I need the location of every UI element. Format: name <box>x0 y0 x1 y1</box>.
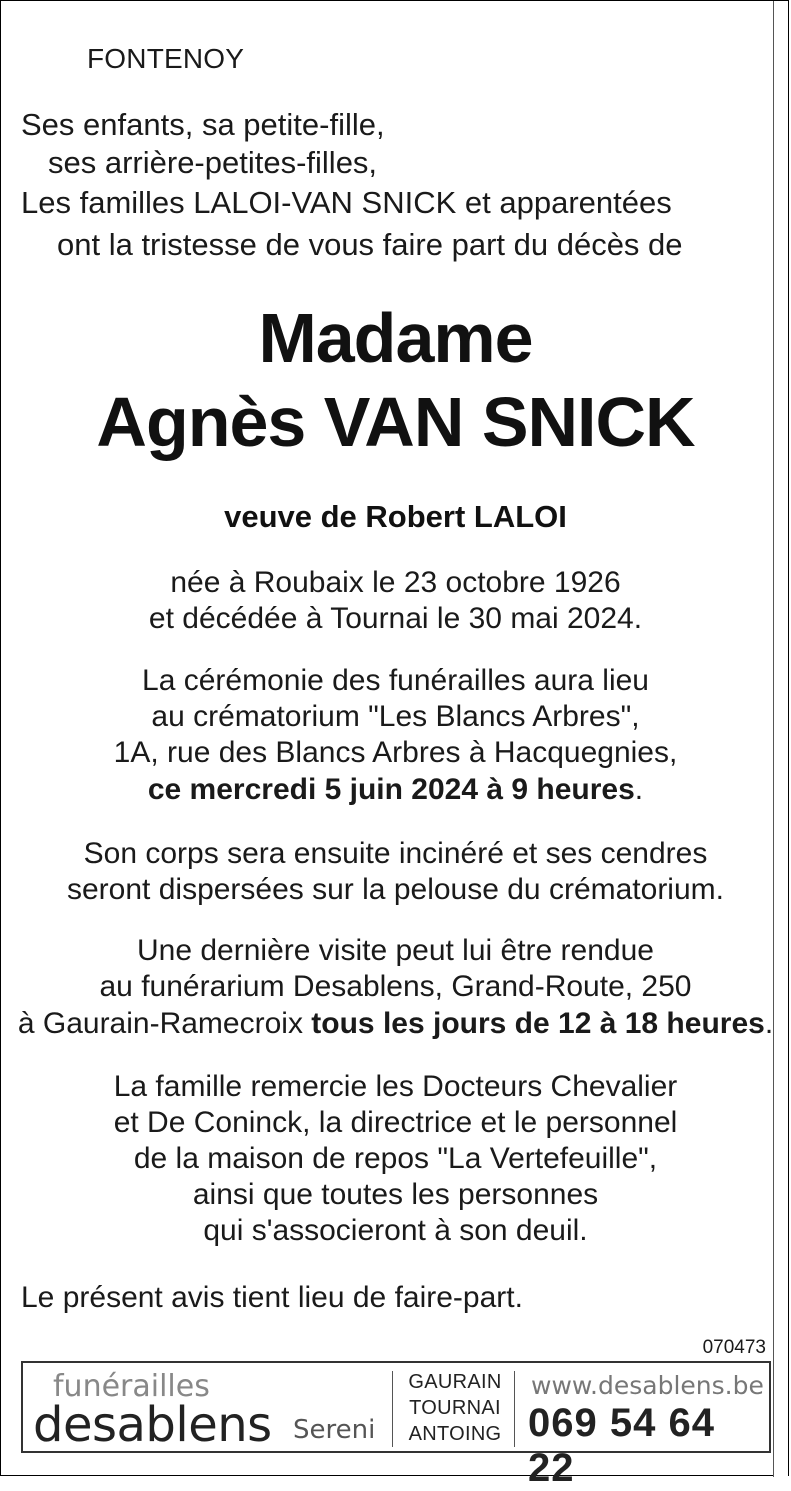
deceased-title: Madame <box>258 299 533 377</box>
visit-place: à Gaurain-Ramecroix <box>17 1007 312 1040</box>
birth-line: née à Roubaix le 23 octobre 1926 <box>170 566 621 599</box>
death-line: et décédée à Tournai le 30 mai 2024. <box>148 602 643 635</box>
visit-line-1: Une dernière visite peut lui être rendue <box>137 934 654 967</box>
phone-number[interactable]: 069 54 64 22 <box>528 1401 715 1490</box>
ceremony-date <box>1 772 790 808</box>
location-heading: FONTENOY <box>87 43 245 74</box>
town-antoing: ANTOING <box>408 1423 502 1445</box>
intro-line-1: Ses enfants, sa petite-fille, <box>21 107 385 142</box>
ceremony-line-3: 1A, rue des Blancs Arbres à Hacquegnies, <box>113 736 678 769</box>
intro-line-3: Les familles LALOI-VAN SNICK et apparentées <box>21 185 672 220</box>
ceremony-date-bold: ce mercredi 5 juin 2024 à 9 heures <box>147 773 635 806</box>
thanks-line-4: ainsi que toutes les personnes <box>192 1178 599 1211</box>
ceremony-line-2: au crématorium "Les Blancs Arbres", <box>151 700 640 733</box>
ceremony-line-1: La cérémonie des funérailles aura lieu <box>142 664 649 697</box>
reference-number: 070473 <box>702 1337 766 1358</box>
notice-text: Le présent avis tient lieu de faire-part. <box>21 1281 523 1314</box>
intro-line-2: ses arrière-petites-filles, <box>48 145 378 180</box>
deceased-name: Agnès VAN SNICK <box>96 383 695 461</box>
divider <box>392 1371 393 1447</box>
visit-hours: tous les jours de 12 à 18 heures <box>311 1007 765 1040</box>
brand-logo-text: desablens <box>33 1397 272 1453</box>
cremation-line-1: Son corps sera ensuite incinéré et ses cendres <box>83 837 708 870</box>
widow-of: veuve de Robert LALOI <box>224 499 567 534</box>
visit-period: . <box>764 1007 774 1040</box>
brand-sub-name: Sereni <box>293 1415 376 1445</box>
thanks-line-1: La famille remercie les Docteurs Chevalier <box>113 1070 678 1103</box>
ceremony-date-period: . <box>634 773 644 806</box>
thanks-line-5: qui s'associeront à son deuil. <box>203 1214 588 1247</box>
cremation-line-2: seront dispersées sur la pelouse du crématorium. <box>67 873 724 906</box>
visit-line-2: au funérarium Desablens, Grand-Route, 250 <box>99 970 692 1003</box>
website-link[interactable]: www.desablens.be <box>531 1371 764 1400</box>
funeral-home-banner <box>21 1361 771 1490</box>
thanks-line-3: de la maison de repos "La Vertefeuille", <box>133 1142 658 1175</box>
town-tournai: TOURNAI <box>409 1397 501 1419</box>
divider <box>514 1371 515 1447</box>
thanks-line-2: et De Coninck, la directrice et le personnel <box>113 1106 678 1139</box>
visit-line-3 <box>1 1006 790 1042</box>
town-gaurain: GAURAIN <box>408 1371 502 1393</box>
brand-tagline: funérailles <box>53 1369 210 1404</box>
intro-line-4: ont la tristesse de vous faire part du décès de <box>57 227 683 262</box>
town-list <box>403 1369 507 1447</box>
